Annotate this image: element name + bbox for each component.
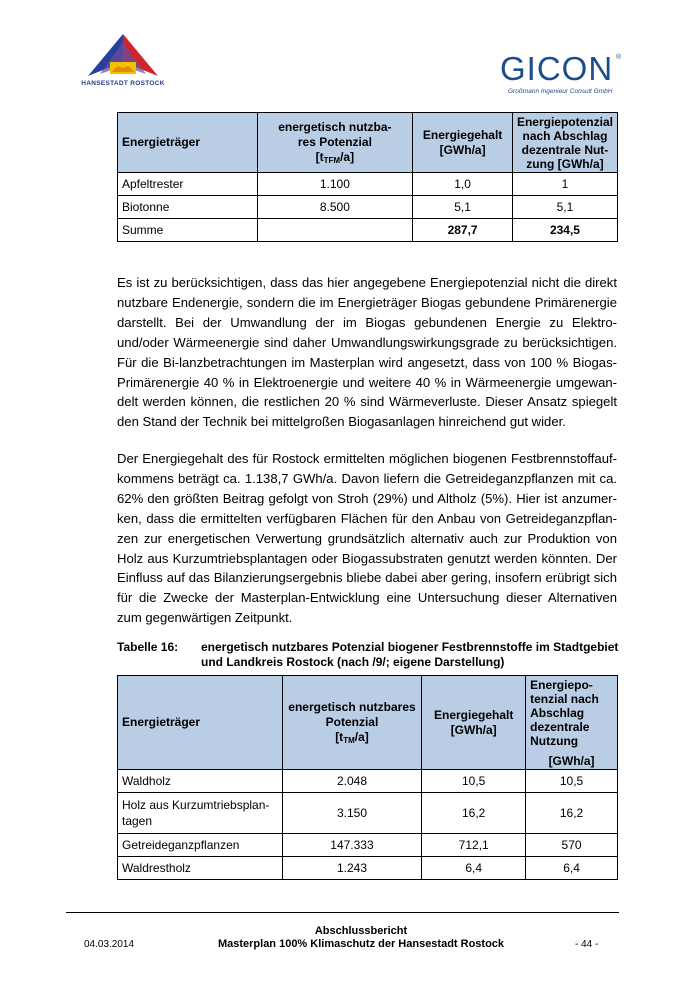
- table-sum-row: [118, 219, 618, 242]
- paragraph-festbrennstoffe: Der Energiegehalt des für Rostock ermittelten möglichen biogenen Festbrennstoffauf-kommens beträgt ca. 1.138,7 GWh/a. Davon liefern die Getreideganzpflanzen mit ca. 62% den größten Beitrag gefolgt von Stroh (29%) und Altholz (5%). Hier ist anzumer-ken, dass die ermittelten verfügbaren Flächen für den Anbau von Getreideganzpflan-zen zur energetischen Verwertung grundsätzlich alternativ auch zur Produktion von Holz aus Kurzumtriebsplantagen oder Biogassubstraten genutzt werden könnten. Der Einfluss auf das Bilanzierungsergebnis bliebe dabei aber gering, insofern erübrigt sich für die Zwecke der Masterplan-Entwicklung eine Untersuchung dieser Alternativen zum gegenwärtigen Zeitpunkt.: [117, 451, 617, 626]
- left-logo-text: HANSESTADT ROSTOCK: [81, 80, 165, 87]
- page-number: - 44 -: [575, 939, 599, 950]
- row-after: 5,1: [512, 196, 617, 219]
- header-potential-line2: Potenzial: [325, 715, 379, 729]
- row-energy: 5,1: [413, 196, 513, 219]
- table-header-row: [118, 113, 618, 173]
- row-after: 10,5: [526, 770, 618, 793]
- festbrennstoffe-table: [117, 675, 618, 880]
- biogas-table: [117, 112, 618, 242]
- header-potential: [257, 113, 413, 173]
- row-name: Summe: [118, 219, 258, 242]
- header-potential-unit-sub: TM: [343, 736, 355, 745]
- header-energiegehalt: Energiegehalt [GWh/a]: [422, 676, 526, 770]
- table-caption-label: Tabelle 16:: [117, 640, 179, 654]
- table-row: [118, 857, 618, 880]
- footer-date: 04.03.2014: [84, 939, 135, 950]
- gicon-logo-subtitle: Großmann Ingenieur Consult GmbH: [508, 88, 613, 95]
- table-header-row: [118, 676, 618, 770]
- table-row: [118, 793, 618, 834]
- table-row: [118, 196, 618, 219]
- row-energy: 16,2: [422, 793, 526, 834]
- row-after: 570: [526, 834, 618, 857]
- row-name: Getreideganzpflanzen: [118, 834, 283, 857]
- header-potential: [282, 676, 422, 770]
- header-potential-unit-close: /a]: [354, 730, 369, 744]
- header-abschlag-unit: [GWh/a]: [548, 753, 595, 768]
- header-potential-line1: energetisch nutzba-: [278, 120, 392, 134]
- header-abschlag-text: Energiepo-tenzial nach Abschlag dezentrale Nutzung: [530, 677, 599, 748]
- header-potential-unit-close: /a]: [340, 150, 355, 164]
- footer-subtitle: Masterplan 100% Klimaschutz der Hansestadt Rostock: [217, 938, 505, 950]
- table-row: [118, 173, 618, 196]
- row-potential: 2.048: [282, 770, 422, 793]
- row-potential: 1.243: [282, 857, 422, 880]
- row-name: Apfeltrester: [118, 173, 258, 196]
- table-caption-text: energetisch nutzbares Potenzial biogener Festbrennstoffe im Stadtgebiet und Landkreis Rostock (nach /9/; eigene Darstellung): [201, 640, 619, 669]
- header-potential-unit-open: [t: [335, 730, 344, 744]
- row-name: Waldholz: [118, 770, 283, 793]
- row-energy: 1,0: [413, 173, 513, 196]
- row-potential: [257, 219, 413, 242]
- gicon-logo: [500, 52, 624, 98]
- footer-title: Abschlussbericht: [314, 925, 408, 937]
- row-after: 1: [512, 173, 617, 196]
- paragraph-primaerenergie: Es ist zu berücksichtigen, dass das hier angegebene Energiepotenzial nicht die direkt nutzbare Endenergie, sondern die im Energieträger Biogas gebundene Primärenergie darstellt. Bei der Umwandlung der im Biogas gebundenen Energie zu Elektro- und/oder Wärmeenergie sind daher Umwandlungswirkungsgrade zu berücksichtigen. Für die Bi-lanzbetrachtungen im Masterplan wird angesetzt, dass von 100 % Biogas-Primärenergie 40 % in Elektroenergie und weitere 40 % in Wärmeenergie umgewan-delt werden können, die restlichen 20 % sind Wärmeverluste. Dieser Ansatz spiegelt den Stand der Technik bei mittelgroßen Biogasanlagen hinreichend gut wider.: [117, 275, 617, 430]
- hansestadt-rostock-logo: [80, 32, 166, 92]
- row-energy: 10,5: [422, 770, 526, 793]
- table-row: [118, 770, 618, 793]
- row-energy: 6,4: [422, 857, 526, 880]
- row-after: 234,5: [512, 219, 617, 242]
- row-after: 6,4: [526, 857, 618, 880]
- row-potential: 1.100: [257, 173, 413, 196]
- header-potential-unit-open: [t: [315, 150, 324, 164]
- footer-divider: [66, 912, 619, 913]
- rostock-emblem-icon: [80, 32, 166, 80]
- row-potential: 8.500: [257, 196, 413, 219]
- header-potential-line2: res Potenzial: [297, 135, 372, 149]
- row-potential: 147.333: [282, 834, 422, 857]
- header-energiegehalt: Energiegehalt [GWh/a]: [413, 113, 513, 173]
- header-abschlag: [526, 676, 618, 770]
- header-energietraeger: Energieträger: [118, 676, 283, 770]
- header-potential-unit-sub: TFM: [323, 156, 341, 165]
- row-energy: 287,7: [413, 219, 513, 242]
- header-abschlag: Energiepotenzial nach Abschlag dezentrale Nut-zung [GWh/a]: [512, 113, 617, 173]
- row-name: Holz aus Kurzumtriebsplan-tagen: [118, 793, 283, 834]
- row-after: 16,2: [526, 793, 618, 834]
- header-energietraeger: Energieträger: [118, 113, 258, 173]
- row-name: Waldrestholz: [118, 857, 283, 880]
- row-potential: 3.150: [282, 793, 422, 834]
- table-row: [118, 834, 618, 857]
- row-name: Biotonne: [118, 196, 258, 219]
- header-potential-line1: energetisch nutzbares: [288, 700, 416, 714]
- registered-icon: ®: [616, 54, 622, 61]
- row-energy: 712,1: [422, 834, 526, 857]
- gicon-logo-text: GICON: [500, 50, 614, 87]
